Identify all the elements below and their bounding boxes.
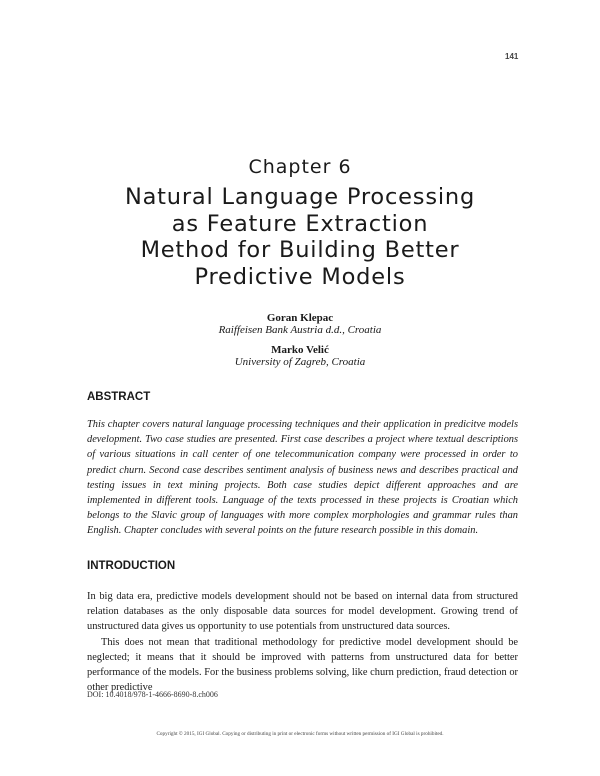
author-name: Marko Velić [271,344,329,356]
doi: DOI: 10.4018/978-1-4666-8690-8.ch006 [87,690,218,699]
chapter-title-line: Predictive Models [194,263,406,290]
abstract-heading: ABSTRACT [87,391,151,403]
author-block [0,312,600,336]
chapter-label: Chapter 6 [248,156,352,178]
page-number: 141 [505,52,519,61]
introduction-heading: INTRODUCTION [87,560,176,572]
author-affiliation: University of Zagreb, Croatia [234,356,366,368]
chapter-title-line: Method for Building Better [140,237,460,263]
introduction-body [87,589,518,695]
chapter-title-line: Natural Language Processing [124,184,476,210]
author-affiliation: Raiffeisen Bank Austria d.d., Croatia [218,324,382,336]
paragraph: This does not mean that traditional methodology for predictive model development should be neglected; it means that it should be improved with patterns from unstructured data for better performance of the models. For the business problems solving, like churn prediction, fraud detection or other predictive [87,636,518,694]
chapter-title-line: as Feature Extraction [171,210,429,237]
abstract-text: This chapter covers natural language processing techniques and their application in predicitve models development. Two case studies are presented. First case describes a project where textual descriptions of various situations in call center of one telecommunication company were processed in order to predict churn. Second case describes sentiment analysis of business news and describes practical and testing issues in text mining projects. Both case studies depict different approaches and are implemented in different tools. Language of the texts processed in these projects is Croatian which belongs to the Slavic group of languages with more complex morphologies and grammar rules than English. Chapter concludes with several points on the future research possible in this domain. [87,419,518,537]
author-block [0,344,600,368]
chapter-title [60,184,540,290]
copyright-notice: Copyright © 2015, IGI Global. Copying or distributing in print or electronic forms without written permission of IGI Global is prohibited. [156,731,444,737]
author-name: Goran Klepac [266,312,334,324]
paragraph: In big data era, predictive models development should not be based on internal data from structured relation databases as the only disposable data sources for model development. Growing trend of unstructured data gives us opportunity to use potentials from unstructured data sources. [87,591,518,633]
